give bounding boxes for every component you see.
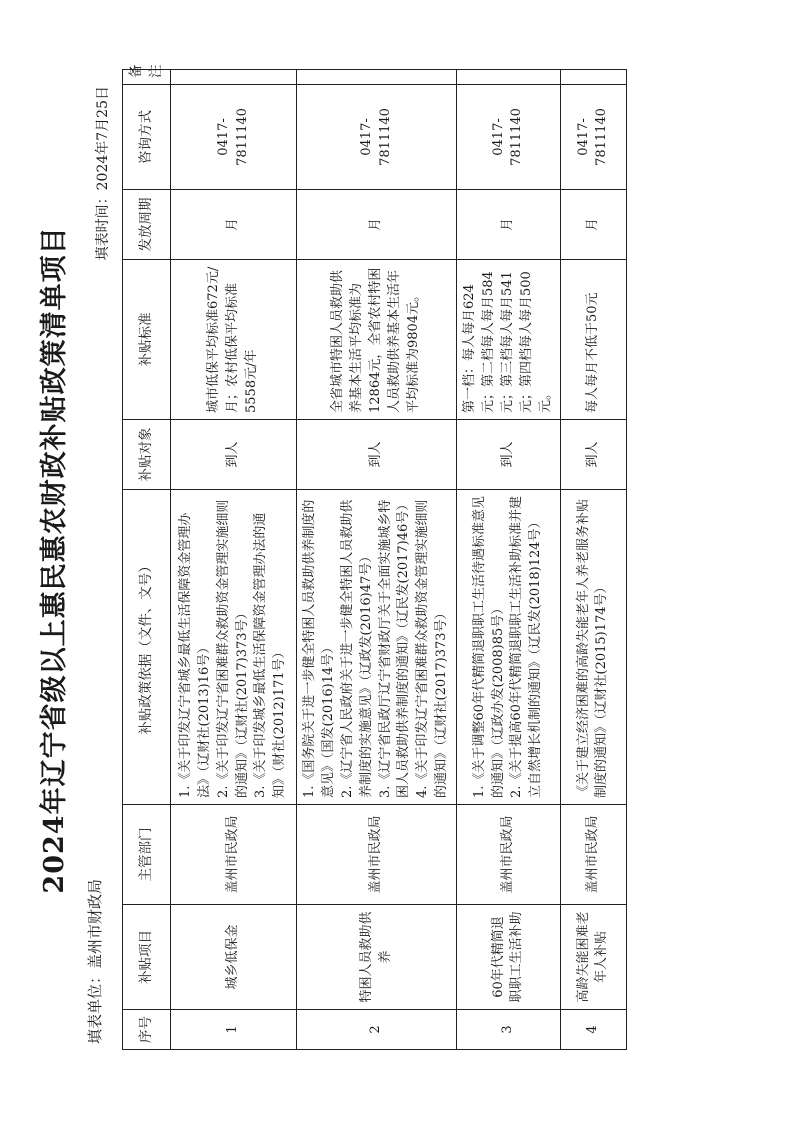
header-dept: 主管部门 [123,805,171,905]
cell-dept: 盖州市民政局 [560,805,626,905]
cell-basis [456,490,560,805]
cell-project: 城乡低保金 [171,905,297,1010]
cell-cycle: 月 [456,190,560,260]
basis-line: 1.《关于调整60年代精简退职职工生活待遇标准意见的通知》（辽政办发(2008)85号） [471,496,506,798]
basis-line: 2.《关于提高60年代精简退职职工生活补助标准并建立自然增长机制的通知》（辽民发(2018)124号） [509,496,544,798]
basis-line: 2.《关于印发辽宁省困难群众救助资金管理实施细则的通知》（辽财社(2017)373号） [215,499,250,798]
cell-standard: 全省城市特困人员救助供养基本生活平均标准为12864元，全省农村特困人员救助供养基本生活年平均标准为9804元。 [297,260,457,420]
document-title: 2024年辽宁省级以上惠民惠农财政补贴政策清单项目 [39,226,70,894]
basis-line: 《关于建立经济困难的高龄失能老年人养老服务补贴制度的通知》（辽财社(2015)174号） [575,498,610,798]
cell-contact: 0417-7811140 [171,85,297,190]
basis-line: 1.《关于印发辽宁省城乡最低生活保障资金管理办法》（辽财社(2013)16号） [178,512,212,798]
cell-cycle: 月 [560,190,626,260]
basis-line: 3.《辽宁省民政厅辽宁省财政厅关于全面实施城乡特困人员救助供养制度的通知》（辽民发(2017)46号） [377,497,412,798]
header-remark: 备注 [123,70,171,85]
cell-project: 高龄失能困难老年人补贴 [560,905,626,1010]
cell-target: 到人 [456,420,560,490]
header-standard: 补贴标准 [123,260,171,420]
cell-standard: 城市低保平均标准672元/月；农村低保平均标准5558元/年 [171,260,297,420]
cell-contact: 0417-7811140 [560,85,626,190]
cell-dept: 盖州市民政局 [171,805,297,905]
cell-target: 到人 [297,420,457,490]
table-row [560,70,626,1050]
cell-cycle: 月 [297,190,457,260]
cell-dept: 盖州市民政局 [297,805,457,905]
header-basis: 补贴政策依据（文件、文号） [123,490,171,805]
cell-no: 2 [297,1010,457,1050]
subsidy-table [122,64,627,1050]
cell-project: 60年代精简退职职工生活补助 [456,905,560,1010]
cell-basis [171,490,297,805]
cell-contact: 0417-7811140 [456,85,560,190]
header-no: 序号 [123,1010,171,1050]
cell-contact: 0417-7811140 [297,85,457,190]
cell-cycle: 月 [171,190,297,260]
cell-target: 到人 [560,420,626,490]
header-contact: 咨询方式 [123,85,171,190]
cell-dept: 盖州市民政局 [456,805,560,905]
cell-no: 3 [456,1010,560,1050]
header-target: 补贴对象 [123,420,171,490]
cell-basis [297,490,457,805]
header-row [123,70,171,1050]
cell-standard: 第一档：每人每月624元；第二档每人每月584元；第三档每人每月541元；第四档每人每月500元。 [456,260,560,420]
cell-no: 4 [560,1010,626,1050]
cell-remark [560,70,626,85]
fill-unit: 填表单位：盖州市财政局 [86,878,104,1044]
basis-line: 1.《国务院关于进一步健全特困人员救助供养制度的意见》（国发(2016)14号） [302,499,336,798]
rotated-page [32,30,732,1090]
cell-project: 特困人员救助供养 [297,905,457,1010]
header-project: 补贴项目 [123,905,171,1010]
cell-remark [171,70,297,85]
cell-no: 1 [171,1010,297,1050]
table-row [456,70,560,1050]
cell-target: 到人 [171,420,297,490]
table-row [297,70,457,1050]
fill-date: 填表时间：2024年7月25日 [95,86,111,261]
basis-line: 2.《辽宁省人民政府关于进一步健全特困人员救助供养制度的实施意见》（辽政发(2016)47号） [339,499,374,798]
table-row [171,70,297,1050]
cell-standard: 每人每月不低于50元 [560,260,626,420]
header-cycle: 发放周期 [123,190,171,260]
basis-line: 3.《关于印发城乡最低生活保障资金管理办法的通知》（财社(2012)171号） [253,512,288,798]
cell-remark [456,70,560,85]
basis-line: 4.《关于印发辽宁省困难群众救助资金管理实施细则的通知》（辽财社(2017)373号） [415,499,450,798]
cell-remark [297,70,457,85]
cell-basis [560,490,626,805]
